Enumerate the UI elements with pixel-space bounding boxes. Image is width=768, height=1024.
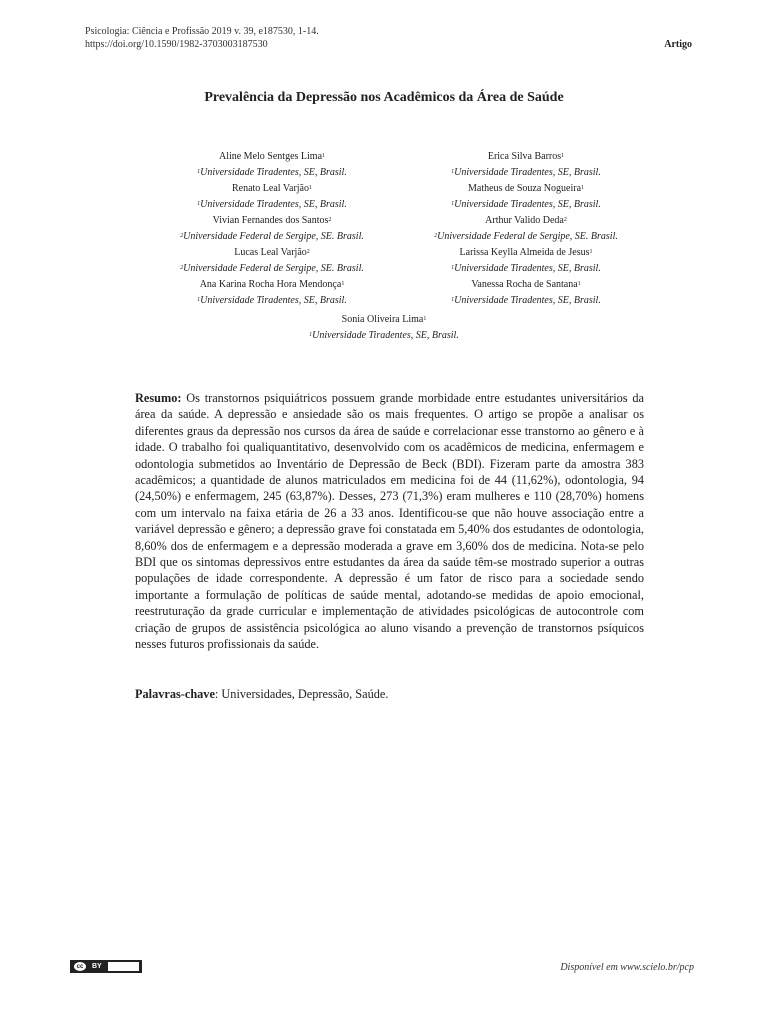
affiliation-marker: 1 [197,169,201,175]
availability-note: Disponível em www.scielo.br/pcp [560,962,694,973]
affiliation-marker: 2 [180,233,184,239]
author-name: Aline Melo Sentges Lima [218,151,323,162]
affiliation-marker: 1 [451,297,455,303]
author-affiliation: Universidade Federal de Sergipe, SE. Brasil. [183,231,364,242]
author-affiliation-marker: 1 [561,153,565,159]
author-affiliation-marker: 1 [341,281,345,287]
author-name: Vivian Fernandes dos Santos [212,215,329,226]
license-badge-blank [108,962,139,971]
section-label: Artigo [664,39,692,50]
author-name: Renato Leal Varjão [231,183,309,194]
journal-header [85,25,319,51]
author-affiliation: Universidade Tiradentes, SE, Brasil. [454,199,601,210]
affiliation-marker: 2 [180,265,184,271]
cc-by-license-badge[interactable] [70,960,142,973]
affiliation-marker: 2 [434,233,438,239]
author-affiliation: Universidade Tiradentes, SE, Brasil. [312,330,459,341]
article-title: Prevalência da Depressão nos Acadêmicos da Área de Saúde [204,90,564,105]
author-name: Larissa Keylla Almeida de Jesus [459,247,590,258]
keywords [135,686,644,702]
author-name: Arthur Valido Deda [485,215,564,226]
keywords-text: : Universidades, Depressão, Saúde. [214,687,389,701]
affiliation-marker: 1 [451,169,455,175]
author-name: Ana Karina Rocha Hora Mendonça [199,279,342,290]
author-affiliation: Universidade Federal de Sergipe, SE. Brasil. [437,231,618,242]
author-affiliation-marker: 2 [306,249,310,255]
author-name: Matheus de Souza Nogueira [467,183,582,194]
author-entry [376,213,676,245]
creative-commons-icon: cc [74,962,86,971]
author-affiliation: Universidade Tiradentes, SE, Brasil. [454,263,601,274]
author-name: Erica Silva Barros [487,151,562,162]
author-entry [376,245,676,277]
license-by-label: BY [92,963,102,970]
author-affiliation: Universidade Tiradentes, SE, Brasil. [454,167,601,178]
affiliation-marker: 1 [309,332,313,338]
author-name: Vanessa Rocha de Santana [471,279,578,290]
journal-citation: Psicologia: Ciência e Profissão 2019 v. 39, e187530, 1-14. [85,26,319,37]
author-affiliation: Universidade Tiradentes, SE, Brasil. [454,295,601,306]
author-name: Sonia Oliveira Lima [341,314,424,325]
author-entry [0,312,768,344]
keywords-label: Palavras-chave [135,687,215,701]
author-name: Lucas Leal Varjão [234,247,307,258]
doi-link[interactable]: https://doi.org/10.1590/1982-3703003187530 [85,39,268,50]
author-affiliation-marker: 2 [563,217,567,223]
author-entry [376,149,676,181]
author-affiliation-marker: 2 [328,217,332,223]
abstract [135,390,644,653]
author-entry [376,181,676,213]
affiliation-marker: 1 [197,201,201,207]
abstract-label: Resumo: [135,391,182,405]
author-affiliation-marker: 1 [577,281,581,287]
author-affiliation-marker: 1 [589,249,593,255]
author-affiliation: Universidade Federal de Sergipe, SE. Brasil. [183,263,364,274]
author-affiliation-marker: 1 [581,185,585,191]
author-affiliation-marker: 1 [322,153,326,159]
author-affiliation-marker: 1 [423,316,427,322]
author-affiliation: Universidade Tiradentes, SE, Brasil. [200,199,347,210]
abstract-text: Os transtornos psiquiátricos possuem grande morbidade entre estudantes universitários da área da saúde. A depressão e ansiedade são os mais frequentes. O artigo se propõe a analisar os diferentes graus da depressão nos cursos da área de saúde e correlacionar esse transtorno ao gênero e à idade. O trabalho foi qualiquantitativo, desenvolvido com os acadêmicos de medicina, enfermagem e odontologia submetidos ao Inventário de Depressão de Beck (BDI). Fizeram parte da amostra 383 acadêmicos; a quantidade de alunos matriculados em medicina foi de 44 (11,62%), odontologia, 94 (24,50%) e enfermagem, 245 (63,87%). Desses, 273 (71,3%) eram mulheres e 110 (28,70%) homens com um intervalo na faixa etária de 26 a 33 anos. Identificou-se que não houve associação entre a variável depressão e gênero; a depressão grave foi constatada em 5,40% dos estudantes de odontologia, 8,60% dos de enfermagem e a depressão moderada a grave em 3,60% dos de medicina. Nota-se pelo BDI que os sintomas depressivos entre estudantes da área da saúde têm-se mostrado superior a outras populações de idade correspondente. A depressão é um fator de risco para a sociedade sendo importante a formulação de políticas de saúde mental, adotando-se medidas de apoio emocional, reestruturação da grade curricular e implementação de atividades psicológicas de autocontrole com criação de grupos de assistência psicológica ao aluno visando a prevenção de transtornos psíquicos nesses futuros profissionais da saúde. [135,391,644,652]
author-entry [376,277,676,309]
affiliation-marker: 1 [451,201,455,207]
authors-right-column [376,149,676,309]
affiliation-marker: 1 [197,297,201,303]
author-affiliation: Universidade Tiradentes, SE, Brasil. [200,167,347,178]
author-affiliation: Universidade Tiradentes, SE, Brasil. [200,295,347,306]
affiliation-marker: 1 [451,265,455,271]
author-affiliation-marker: 1 [309,185,312,191]
